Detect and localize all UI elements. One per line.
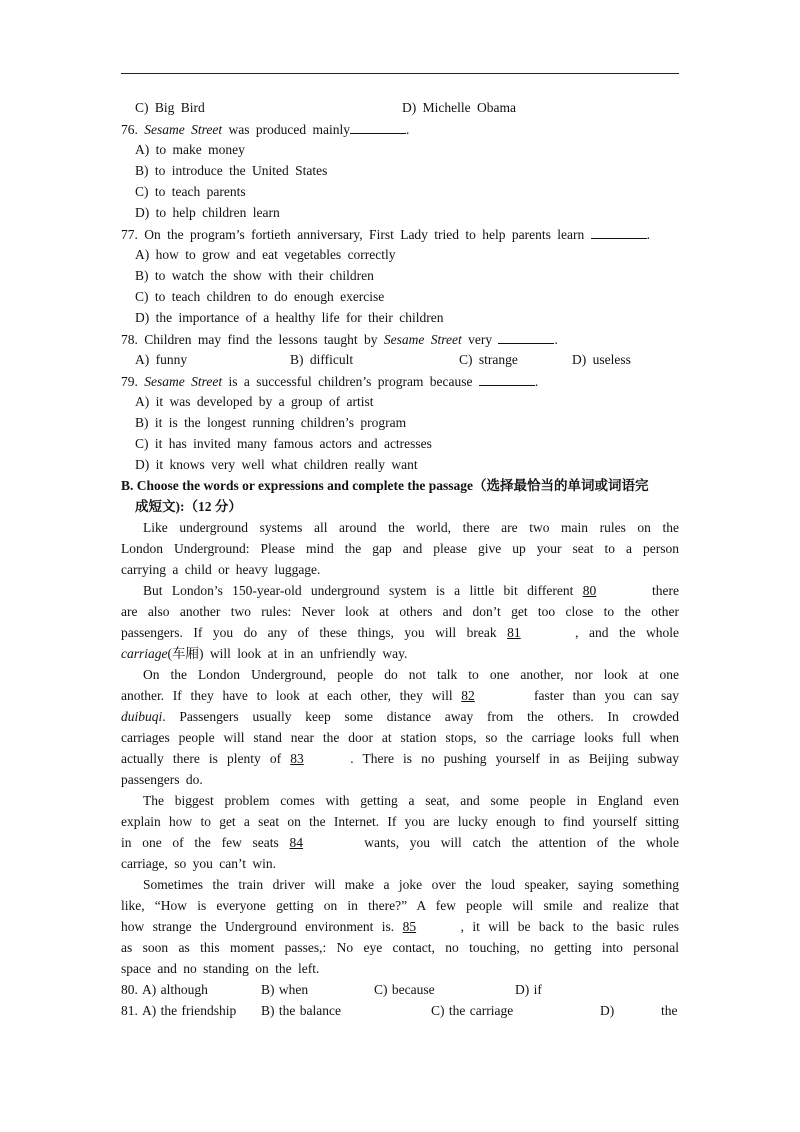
q81-options [121,1002,679,1020]
blank-83[interactable]: 83 [290,751,304,766]
q75-option-d: D) Michelle Obama [402,100,516,115]
q79-option-a: A) it was developed by a group of artist [135,394,374,409]
section-b-heading-cont: 成短文):（12 分） [135,499,242,514]
passage-p5-line5: space and no standing on the left. [121,961,320,976]
answer-blank[interactable] [498,330,554,344]
passage-p1-line3: carrying a child or heavy luggage. [121,562,321,577]
blank-82[interactable]: 82 [461,688,475,703]
passage-p3-line3: duibuqi. Passengers usually keep some distance away from the others. In crowded [121,709,679,724]
passage-p2-line3: passengers. If you do any of these things, you will break 81 , and the whole [121,625,679,640]
passage-p2-line4: carriage(车厢) will look at in an unfriendly way. [121,646,408,661]
q80-option-b: B) when [261,982,309,997]
q75-option-c: C) Big Bird [135,100,205,115]
passage-p5-line2: like, “How is everyone getting on in there?” A few people will smile and realize that [121,898,679,913]
q76-option-d: D) to help children learn [135,205,280,220]
blank-81[interactable]: 81 [507,625,521,640]
q77-option-a: A) how to grow and eat vegetables correctly [135,247,396,262]
q78-option-c: C) strange [459,352,518,367]
answer-blank[interactable] [591,225,647,239]
q80-options [121,981,679,999]
section-b-heading: B. Choose the words or expressions and complete the passage（选择最恰当的单词或词语完 [121,478,649,493]
q79-option-b: B) it is the longest running children’s program [135,415,407,430]
passage-p3-line4: carriages people will stand near the door at station stops, so the carriage looks full when [121,730,679,745]
passage-p4-line1: The biggest problem comes with getting a seat, and some people in England even [143,793,679,808]
show-title: Sesame Street [144,122,223,137]
q80-number: 80. [121,982,138,997]
answer-blank[interactable] [479,372,535,386]
passage-p5-line3: how strange the Underground environment is. 85 , it will be back to the basic rules [121,919,680,934]
passage-p1-line2: London Underground: Please mind the gap and please give up your seat to a person [121,541,679,556]
q81-number: 81. [121,1003,138,1018]
q81-option-a: A) the friendship [142,1003,237,1018]
passage-p3-line1: On the London Underground, people do not talk to one another, nor look at one [143,667,679,682]
passage-p2-line1: But London’s 150-year-old underground system is a little bit different 80 there [143,583,679,598]
q77-option-d: D) the importance of a healthy life for their children [135,310,444,325]
header-rule [121,73,679,74]
q79-option-c: C) it has invited many famous actors and actresses [135,436,432,451]
q81-option-d: D) [600,1003,615,1018]
q78-option-a: A) funny [135,352,188,367]
passage-p3-line6: passengers do. [121,772,203,787]
q81-option-b: B) the balance [261,1003,341,1018]
blank-85[interactable]: 85 [402,919,417,934]
passage-p5-line4: as soon as this moment passes,: No eye contact, no touching, no getting into personal [121,940,679,955]
q78-options [135,351,679,369]
q80-option-a: A) although [142,982,208,997]
q78-stem: 78. Children may find the lessons taught by Sesame Street very . [121,332,558,347]
q77-option-b: B) to watch the show with their children [135,268,374,283]
q76-option-b: B) to introduce the United States [135,163,328,178]
q81-option-c: C) the carriage [431,1003,514,1018]
show-title: Sesame Street [144,374,223,389]
answer-blank[interactable] [350,120,406,134]
passage-p4-line4: carriage, so you can’t win. [121,856,276,871]
passage-p4-line2: explain how to get a seat on the Internet. If you are lucky enough to find yourself sitting [121,814,679,829]
q80-option-c: C) because [374,982,435,997]
q76-option-a: A) to make money [135,142,245,157]
passage-p3-line2: another. If they have to look at each other, they will 82 faster than you can say [121,688,679,703]
passage-p5-line1: Sometimes the train driver will make a joke over the loud speaker, saying something [143,877,679,892]
q78-option-b: B) difficult [290,352,354,367]
passage-p4-line3: in one of the few seats 84 wants, you will catch the attention of the whole [121,835,679,850]
q75-options [135,99,679,117]
q77-stem: 77. On the program’s fortieth anniversary, First Lady tried to help parents learn . [121,227,651,242]
q77-option-c: C) to teach children to do enough exercise [135,289,385,304]
q76-stem: 76. Sesame Street was produced mainly . [121,122,410,137]
passage-p1-line1: Like underground systems all around the world, there are two main rules on the [143,520,679,535]
q81-option-d-text: the [661,1003,678,1018]
q79-option-d: D) it knows very well what children really want [135,457,418,472]
show-title: Sesame Street [383,332,462,347]
blank-80[interactable]: 80 [582,583,597,598]
passage-p3-line5: actually there is plenty of 83 . There is no pushing yourself in as Beijing subway [121,751,680,766]
q76-option-c: C) to teach parents [135,184,246,199]
q79-stem: 79. Sesame Street is a successful children’s program because . [121,374,539,389]
blank-84[interactable]: 84 [289,835,303,850]
q78-option-d: D) useless [572,352,631,367]
passage-p2-line2: are also another two rules: Never look at others and don’t get too close to the other [121,604,679,619]
q80-option-d: D) if [515,982,542,997]
